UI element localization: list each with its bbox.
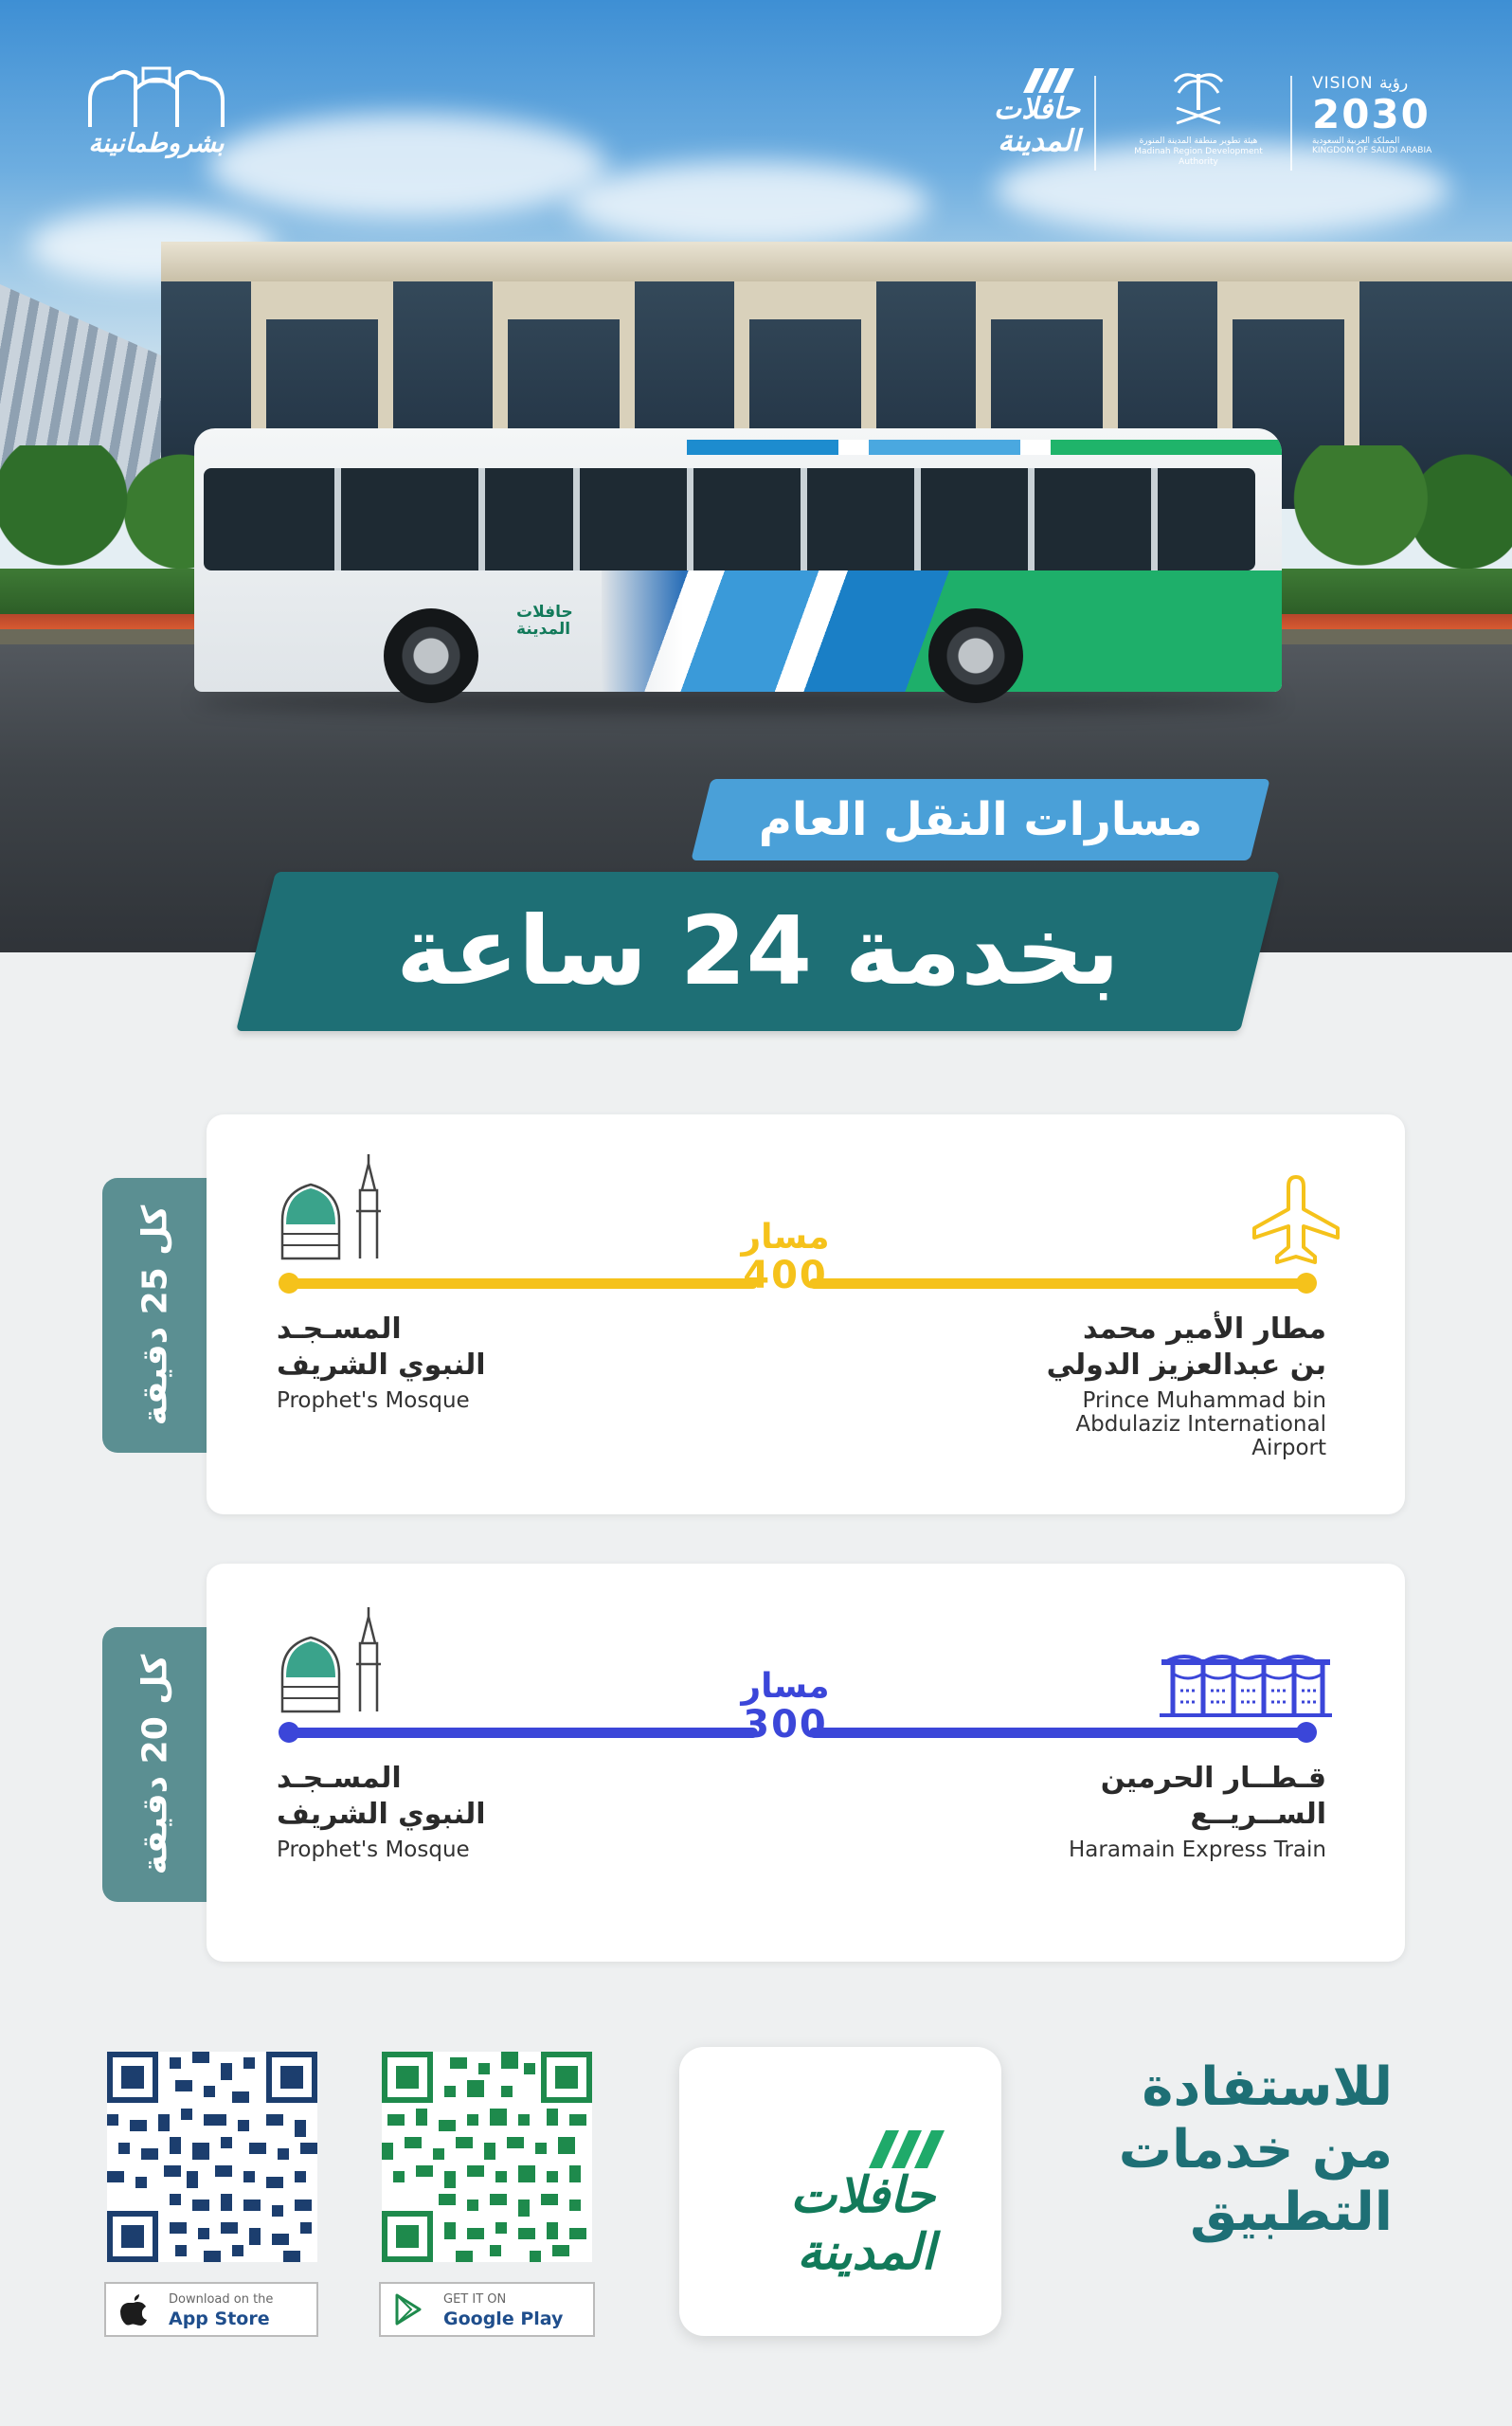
palm-swords-emblem-icon <box>1165 66 1232 133</box>
app-call-to-action: للاستفادة من خدمات التطبيق <box>1118 2056 1393 2243</box>
route-number-label: مسار 300 <box>741 1667 830 1747</box>
origin-stop: المسـجـد النبوي الشريف Prophet's Mosque <box>277 1313 486 1413</box>
bus-wheel <box>384 608 478 703</box>
route-line-left <box>284 1278 758 1289</box>
google-play-badge[interactable]: GET IT ON Google Play <box>379 2282 595 2337</box>
destination-stop: قـطــار الحرمين الســريــع Haramain Express Train <box>1068 1762 1326 1862</box>
apple-icon <box>106 2284 161 2335</box>
google-play-qr-code[interactable] <box>382 2052 592 2262</box>
app-logo-card: حافلات المدينة <box>679 2047 1001 2336</box>
subtitle-banner: مسارات النقل العام <box>691 779 1269 860</box>
origin-stop: المسـجـد النبوي الشريف Prophet's Mosque <box>277 1762 486 1862</box>
route-start-dot <box>279 1722 299 1743</box>
madinah-authority-logo: هيئة تطوير منطقة المدينة المنورة Madinah Region Development Authority <box>1118 66 1279 168</box>
vision-2030-logo: VISION رؤية 2030 المملكة العربية السعودية KINGDOM OF SAUDI ARABIA <box>1312 74 1432 155</box>
route-card <box>207 1564 1405 1962</box>
mosque-icon <box>279 1605 392 1719</box>
city-bus <box>194 428 1282 692</box>
route-line-left <box>284 1728 758 1738</box>
stripes-icon <box>859 2130 954 2168</box>
destination-stop: مطار الأمير محمد بن عبدالعزيز الدولي Prince Muhammad bin Abdulaziz International Airport <box>1046 1313 1326 1460</box>
hafilat-logo-header: حافلات المدينة <box>909 68 1080 157</box>
app-store-qr-code[interactable] <box>107 2052 317 2262</box>
route-start-dot <box>279 1273 299 1294</box>
bus-windows <box>204 468 1255 570</box>
route-number-label: مسار 400 <box>741 1218 830 1297</box>
yathrib-logo: بشروطمانينة <box>71 66 242 158</box>
station-roof <box>161 242 1512 281</box>
route-line-right <box>809 1278 1311 1289</box>
google-play-icon <box>381 2284 436 2335</box>
frequency-tab: كل 25 دقيقة <box>102 1178 208 1453</box>
stripes-icon <box>1014 68 1080 93</box>
mosque-icon <box>279 1152 392 1266</box>
route-line-right <box>809 1728 1311 1738</box>
frequency-tab: كل 20 دقيقة <box>102 1627 208 1902</box>
train-station-icon <box>1160 1649 1332 1717</box>
bus-logo: حافلات المدينة <box>516 603 573 639</box>
airplane-icon <box>1249 1171 1343 1266</box>
headline-banner: بخدمة 24 ساعة <box>236 872 1280 1031</box>
route-end-dot <box>1296 1722 1317 1743</box>
header-divider <box>1094 76 1096 171</box>
route-card <box>207 1114 1405 1514</box>
app-store-badge[interactable]: Download on the App Store <box>104 2282 318 2337</box>
route-end-dot <box>1296 1273 1317 1294</box>
bus-wheel <box>928 608 1023 703</box>
gate-icon <box>71 66 242 129</box>
header-divider <box>1290 76 1292 171</box>
